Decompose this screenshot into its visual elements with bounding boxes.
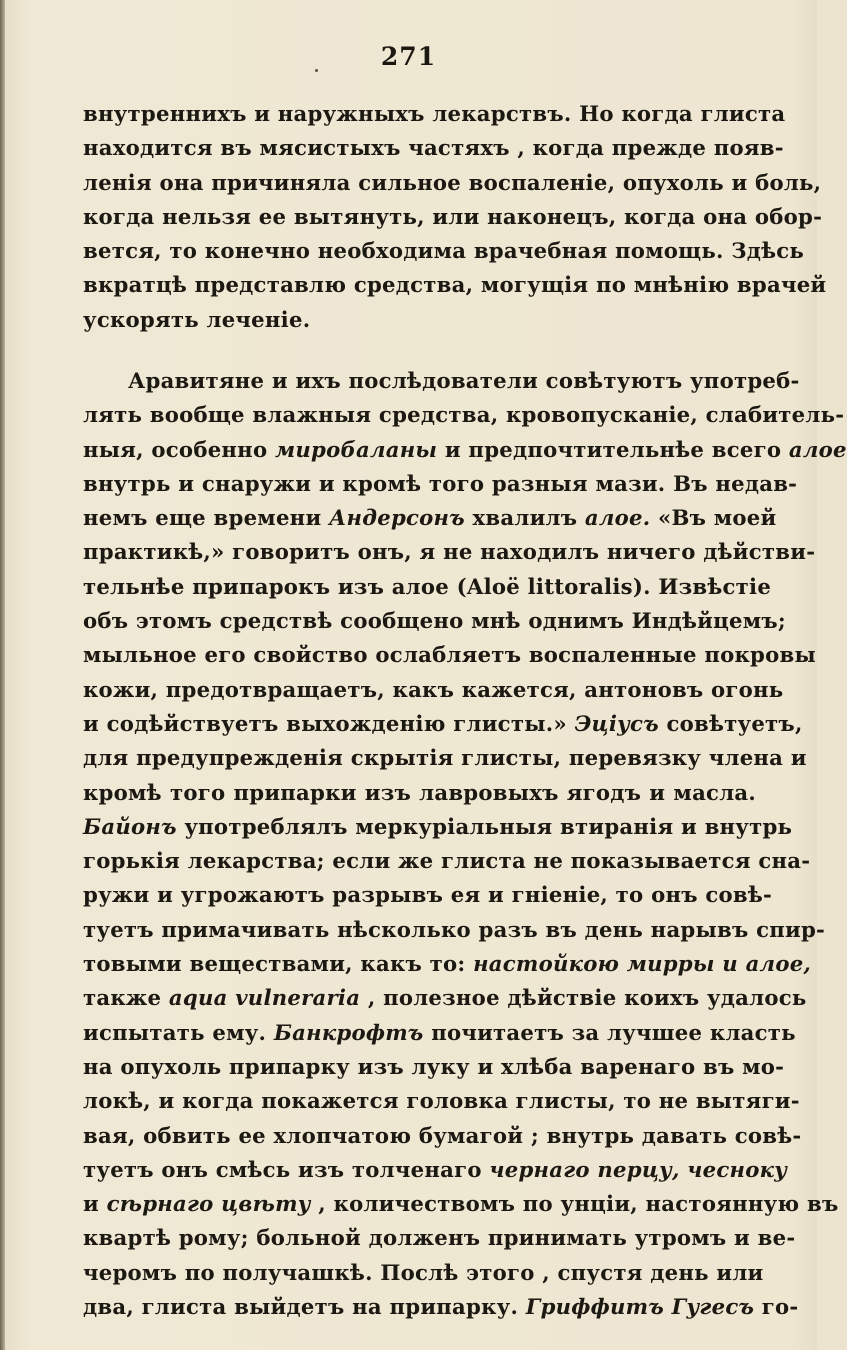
italic-term: алое <box>788 436 847 462</box>
text-line <box>83 844 811 878</box>
italic-term: сѣрнаго цвѣту <box>106 1191 311 1217</box>
text-line <box>83 981 807 1015</box>
text-line <box>83 1119 802 1153</box>
text-run: ружи и угрожаютъ разрывъ ея и гніеніе, то онъ совѣ- <box>83 882 773 908</box>
italic-term: чернаго перцу, чесноку <box>489 1156 788 1182</box>
text-line <box>83 638 816 672</box>
text-run: ускорять леченіе. <box>83 306 311 332</box>
text-run: туетъ примачивать нѣсколько разъ въ день нарывъ спир- <box>83 916 826 942</box>
text-line <box>83 467 798 501</box>
page-number: 271 <box>380 42 437 71</box>
text-run: и <box>83 1191 107 1217</box>
text-run: немъ еще времени <box>83 505 330 531</box>
italic-term: настойкою мирры и алое, <box>473 951 812 977</box>
text-line <box>83 200 823 234</box>
italic-term: Байонъ <box>83 813 177 839</box>
text-run: горькія лекарства; если же глиста не показывается сна- <box>83 848 811 874</box>
text-line <box>83 97 786 131</box>
ink-speck <box>315 69 318 72</box>
text-run: ныя, особенно <box>83 436 275 462</box>
italic-term: Эціусъ <box>574 710 659 736</box>
text-line <box>83 1050 785 1084</box>
text-run: локѣ, и когда покажется головка глисты, то не вытяги- <box>83 1088 800 1114</box>
text-line <box>83 234 805 268</box>
text-run: и содѣйствуетъ выхожденію глисты.» <box>83 710 575 736</box>
text-run: ленія она причиняла сильное воспаленіе, опухоль и боль, <box>83 169 822 195</box>
text-run: вется, то конечно необходима врачебная помощь. Здѣсь <box>83 238 805 264</box>
text-line <box>83 673 784 707</box>
text-line <box>83 570 772 604</box>
text-line <box>83 776 756 810</box>
italic-term: Гриффитъ Гугесъ <box>525 1294 755 1320</box>
text-run: , полезное дѣйствіе коихъ удалось <box>360 985 807 1011</box>
text-run: черомъ по получашкѣ. Послѣ этого , спустя день или <box>83 1259 764 1285</box>
text-run: два, глиста выйдетъ на припарку. <box>83 1294 526 1320</box>
text-line <box>83 913 826 947</box>
text-line <box>83 433 847 467</box>
text-run: на опухоль припарку изъ луку и хлѣба варенаго въ мо- <box>83 1053 785 1079</box>
text-run: квартѣ рому; больной долженъ принимать утромъ и ве- <box>83 1225 796 1251</box>
text-line <box>83 1187 839 1221</box>
text-line <box>83 535 816 569</box>
text-run: вая, обвить ее хлопчатою бумагой ; внутрь давать совѣ- <box>83 1122 802 1148</box>
text-line <box>83 1153 788 1187</box>
italic-term: aqua vulneraria <box>168 985 361 1011</box>
text-line <box>83 303 756 337</box>
text-line <box>83 131 784 165</box>
text-run: , количествомъ по унціи, настоянную въ <box>310 1191 839 1217</box>
text-line <box>83 501 777 535</box>
text-line <box>83 1290 799 1324</box>
text-line <box>83 741 807 775</box>
text-run: употреблялъ меркуріальныя втиранія и внутрь <box>176 813 793 839</box>
text-run: кожи, предотвращаетъ, какъ кажется, антоновъ огонь <box>83 676 784 702</box>
text-run: го- <box>754 1294 799 1320</box>
text-line <box>83 604 786 638</box>
text-run: «Въ моей <box>650 505 777 531</box>
text-run: тельнѣе припарокъ изъ алое (Aloë littoralis). Извѣстіе <box>83 573 772 599</box>
text-run: почитаетъ за лучшее класть <box>423 1019 796 1045</box>
text-line <box>83 166 822 200</box>
text-run: туетъ онъ смѣсь изъ толченаго <box>83 1156 490 1182</box>
paragraph-2 <box>83 364 847 1324</box>
italic-term: Андерсонъ <box>329 505 465 531</box>
text-run: вкратцѣ представлю средства, могущія по мнѣнію врачей <box>83 272 827 298</box>
text-line <box>83 878 773 912</box>
italic-term: миробаланы <box>274 436 438 462</box>
text-line <box>83 1084 800 1118</box>
text-run: объ этомъ средствѣ сообщено мнѣ однимъ Индѣйцемъ; <box>83 608 786 634</box>
paragraph-1 <box>83 97 827 337</box>
text-run: практикѣ,» говоритъ онъ, я не находилъ ничего дѣйстви- <box>83 539 816 565</box>
text-run: находится въ мясистыхъ частяхъ , когда прежде появ- <box>83 135 784 161</box>
text-run: внутреннихъ и наружныхъ лекарствъ. Но когда глиста <box>83 101 786 126</box>
text-line <box>83 1256 764 1290</box>
text-line <box>83 268 827 302</box>
text-line <box>83 1016 796 1050</box>
text-run: Аравитяне и ихъ послѣдователи совѣтуютъ употреб- <box>128 368 800 393</box>
text-run: мыльное его свойство ослабляетъ воспаленные покровы <box>83 642 816 668</box>
text-run: испытать ему. <box>83 1019 274 1045</box>
text-run: также <box>83 985 169 1011</box>
text-run: для предупрежденія скрытія глисты, перевязку члена и <box>83 745 807 771</box>
text-line <box>83 398 845 432</box>
text-run: товыми веществами, какъ то: <box>83 951 474 977</box>
text-run: внутрь и снаружи и кромѣ того разныя мази. Въ недав- <box>83 470 798 496</box>
text-line <box>83 1221 796 1255</box>
text-run: лять вообще влажныя средства, кровопусканіе, слабитель- <box>83 402 845 428</box>
italic-term: алое. <box>584 505 651 531</box>
text-run: хвалилъ <box>464 505 585 531</box>
text-run: когда нельзя ее вытянуть, или наконецъ, когда она обор- <box>83 203 823 229</box>
text-line <box>83 947 812 981</box>
text-run: и предпочтительнѣе всего <box>437 436 789 462</box>
text-line <box>83 810 793 844</box>
text-line <box>83 364 800 398</box>
text-run: кромѣ того припарки изъ лавровыхъ ягодъ и масла. <box>83 779 756 805</box>
text-line <box>83 707 803 741</box>
text-run: совѣтуетъ, <box>658 710 803 736</box>
page-left-edge <box>0 0 5 1350</box>
italic-term: Банкрофтъ <box>273 1019 424 1045</box>
